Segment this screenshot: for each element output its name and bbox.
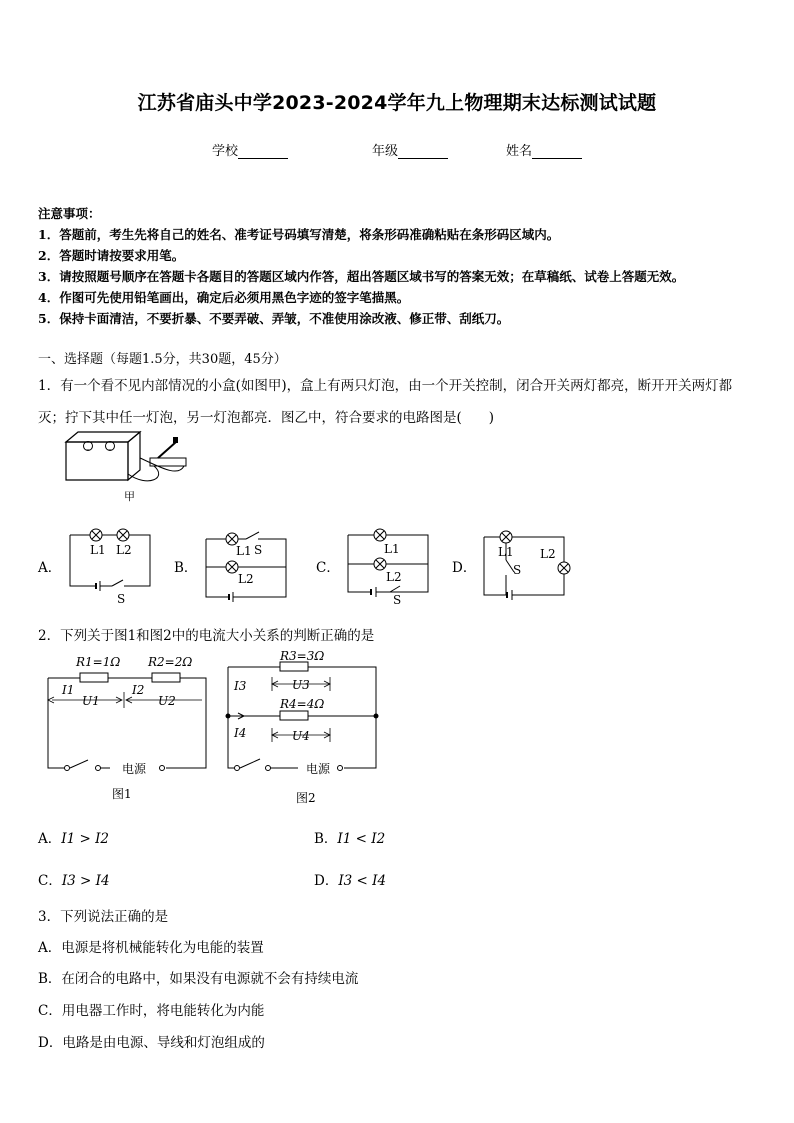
svg-text:S: S [117, 592, 126, 606]
grade-field[interactable] [372, 140, 448, 159]
q1-option-a-circuit [62, 526, 162, 606]
grade-label: 年级 [372, 144, 399, 159]
school-label: 学校 [212, 144, 239, 159]
notice-item: 1．答题前，考生先将自己的姓名、准考证号码填写清楚，将条形码准确粘贴在条形码区域内。 [38, 227, 560, 242]
q3-option-b[interactable]: B．在闭合的电路中，如果没有电源就不会有持续电流 [38, 971, 359, 987]
q3-option-c[interactable]: C．用电器工作时，将电能转化为内能 [38, 1003, 265, 1019]
q3-option-d[interactable]: D．电路是由电源、导线和灯泡组成的 [38, 1035, 265, 1051]
svg-text:图2: 图2 [296, 791, 316, 805]
name-label: 姓名 [506, 144, 533, 159]
q1-stem-line2: 灭；拧下其中任一灯泡，另一灯泡都亮．图乙中，符合要求的电路图是( ) [38, 410, 495, 426]
svg-text:L2: L2 [386, 570, 402, 584]
q1-option-d-label[interactable]: D． [452, 560, 477, 576]
grade-blank[interactable] [398, 145, 448, 159]
svg-text:R4=4Ω: R4=4Ω [280, 697, 325, 711]
q2-option-c[interactable]: C．I3 > I4 [38, 873, 110, 889]
school-field[interactable] [212, 140, 288, 159]
name-blank[interactable] [532, 145, 582, 159]
svg-text:I4: I4 [234, 726, 247, 740]
svg-text:L1: L1 [90, 543, 106, 557]
q2-option-b[interactable]: B．I1 < I2 [314, 831, 386, 847]
svg-text:R3=3Ω: R3=3Ω [280, 649, 325, 663]
switch-icon [150, 437, 186, 466]
svg-text:L2: L2 [540, 547, 556, 561]
svg-text:S: S [393, 593, 402, 607]
svg-text:L1: L1 [384, 542, 400, 556]
svg-text:电源: 电源 [122, 762, 147, 776]
svg-text:L2: L2 [116, 543, 132, 557]
svg-text:S: S [254, 543, 263, 557]
q1-option-c-circuit [340, 526, 440, 606]
notice-item: 5．保持卡面清洁，不要折暴、不要弄破、弄皱，不准使用涂改液、修正带、刮纸刀。 [38, 311, 510, 326]
q2-option-a[interactable]: A．I1 > I2 [38, 831, 109, 847]
svg-text:L1: L1 [236, 544, 252, 558]
q1-option-b-label[interactable]: B． [174, 560, 198, 576]
notice-item: 2．答题时请按要求用笔。 [38, 248, 185, 263]
figure-label: 甲 [124, 490, 135, 503]
svg-text:I1: I1 [62, 683, 75, 697]
svg-text:U1: U1 [82, 694, 100, 708]
school-blank[interactable] [238, 145, 288, 159]
section-heading: 一、选择题（每题1.5分，共30题，45分） [38, 352, 287, 367]
svg-text:I3: I3 [234, 679, 247, 693]
bulb-icon [84, 442, 115, 451]
page-title: 江苏省庙头中学2023-2024学年九上物理期末达标测试试题 [137, 92, 657, 114]
svg-text:电源: 电源 [306, 762, 331, 776]
q3-option-a[interactable]: A．电源是将机械能转化为电能的装置 [38, 940, 264, 956]
q2-figure-1 [40, 650, 220, 805]
notice-item: 3．请按照题号顺序在答题卡各题目的答题区域内作答，超出答题区域书写的答案无效；在草稿纸、试卷上答题无效。 [38, 269, 685, 284]
name-field[interactable] [506, 140, 582, 159]
q1-figure-box [58, 428, 198, 506]
svg-text:I2: I2 [132, 683, 145, 697]
svg-text:图1: 图1 [112, 787, 132, 801]
q1-option-d-circuit [476, 526, 576, 606]
q2-stem: 2．下列关于图1和图2中的电流大小关系的判断正确的是 [38, 628, 375, 644]
svg-text:L2: L2 [238, 572, 254, 586]
svg-text:S: S [513, 563, 522, 577]
q1-stem-line1: 1．有一个看不见内部情况的小盒(如图甲)，盒上有两只灯泡，由一个开关控制，闭合开关两灯都亮，断开开关两灯都 [38, 378, 733, 394]
q1-option-a-label[interactable]: A． [38, 560, 62, 576]
svg-text:U4: U4 [292, 729, 310, 743]
notice-heading: 注意事项： [38, 206, 101, 221]
q1-option-b-circuit [198, 526, 298, 606]
q3-stem: 3．下列说法正确的是 [38, 909, 169, 925]
q2-figure-2 [220, 650, 395, 808]
svg-text:U3: U3 [292, 678, 310, 692]
svg-text:U2: U2 [158, 694, 176, 708]
q1-option-c-label[interactable]: C． [316, 560, 340, 576]
svg-text:L1: L1 [498, 545, 514, 559]
notice-item: 4．作图可先使用铅笔画出，确定后必须用黑色字迹的签字笔描黑。 [38, 290, 410, 305]
q2-option-d[interactable]: D．I3 < I4 [314, 873, 387, 889]
svg-text:R1=1Ω: R1=1Ω [76, 655, 121, 669]
svg-text:R2=2Ω: R2=2Ω [148, 655, 193, 669]
